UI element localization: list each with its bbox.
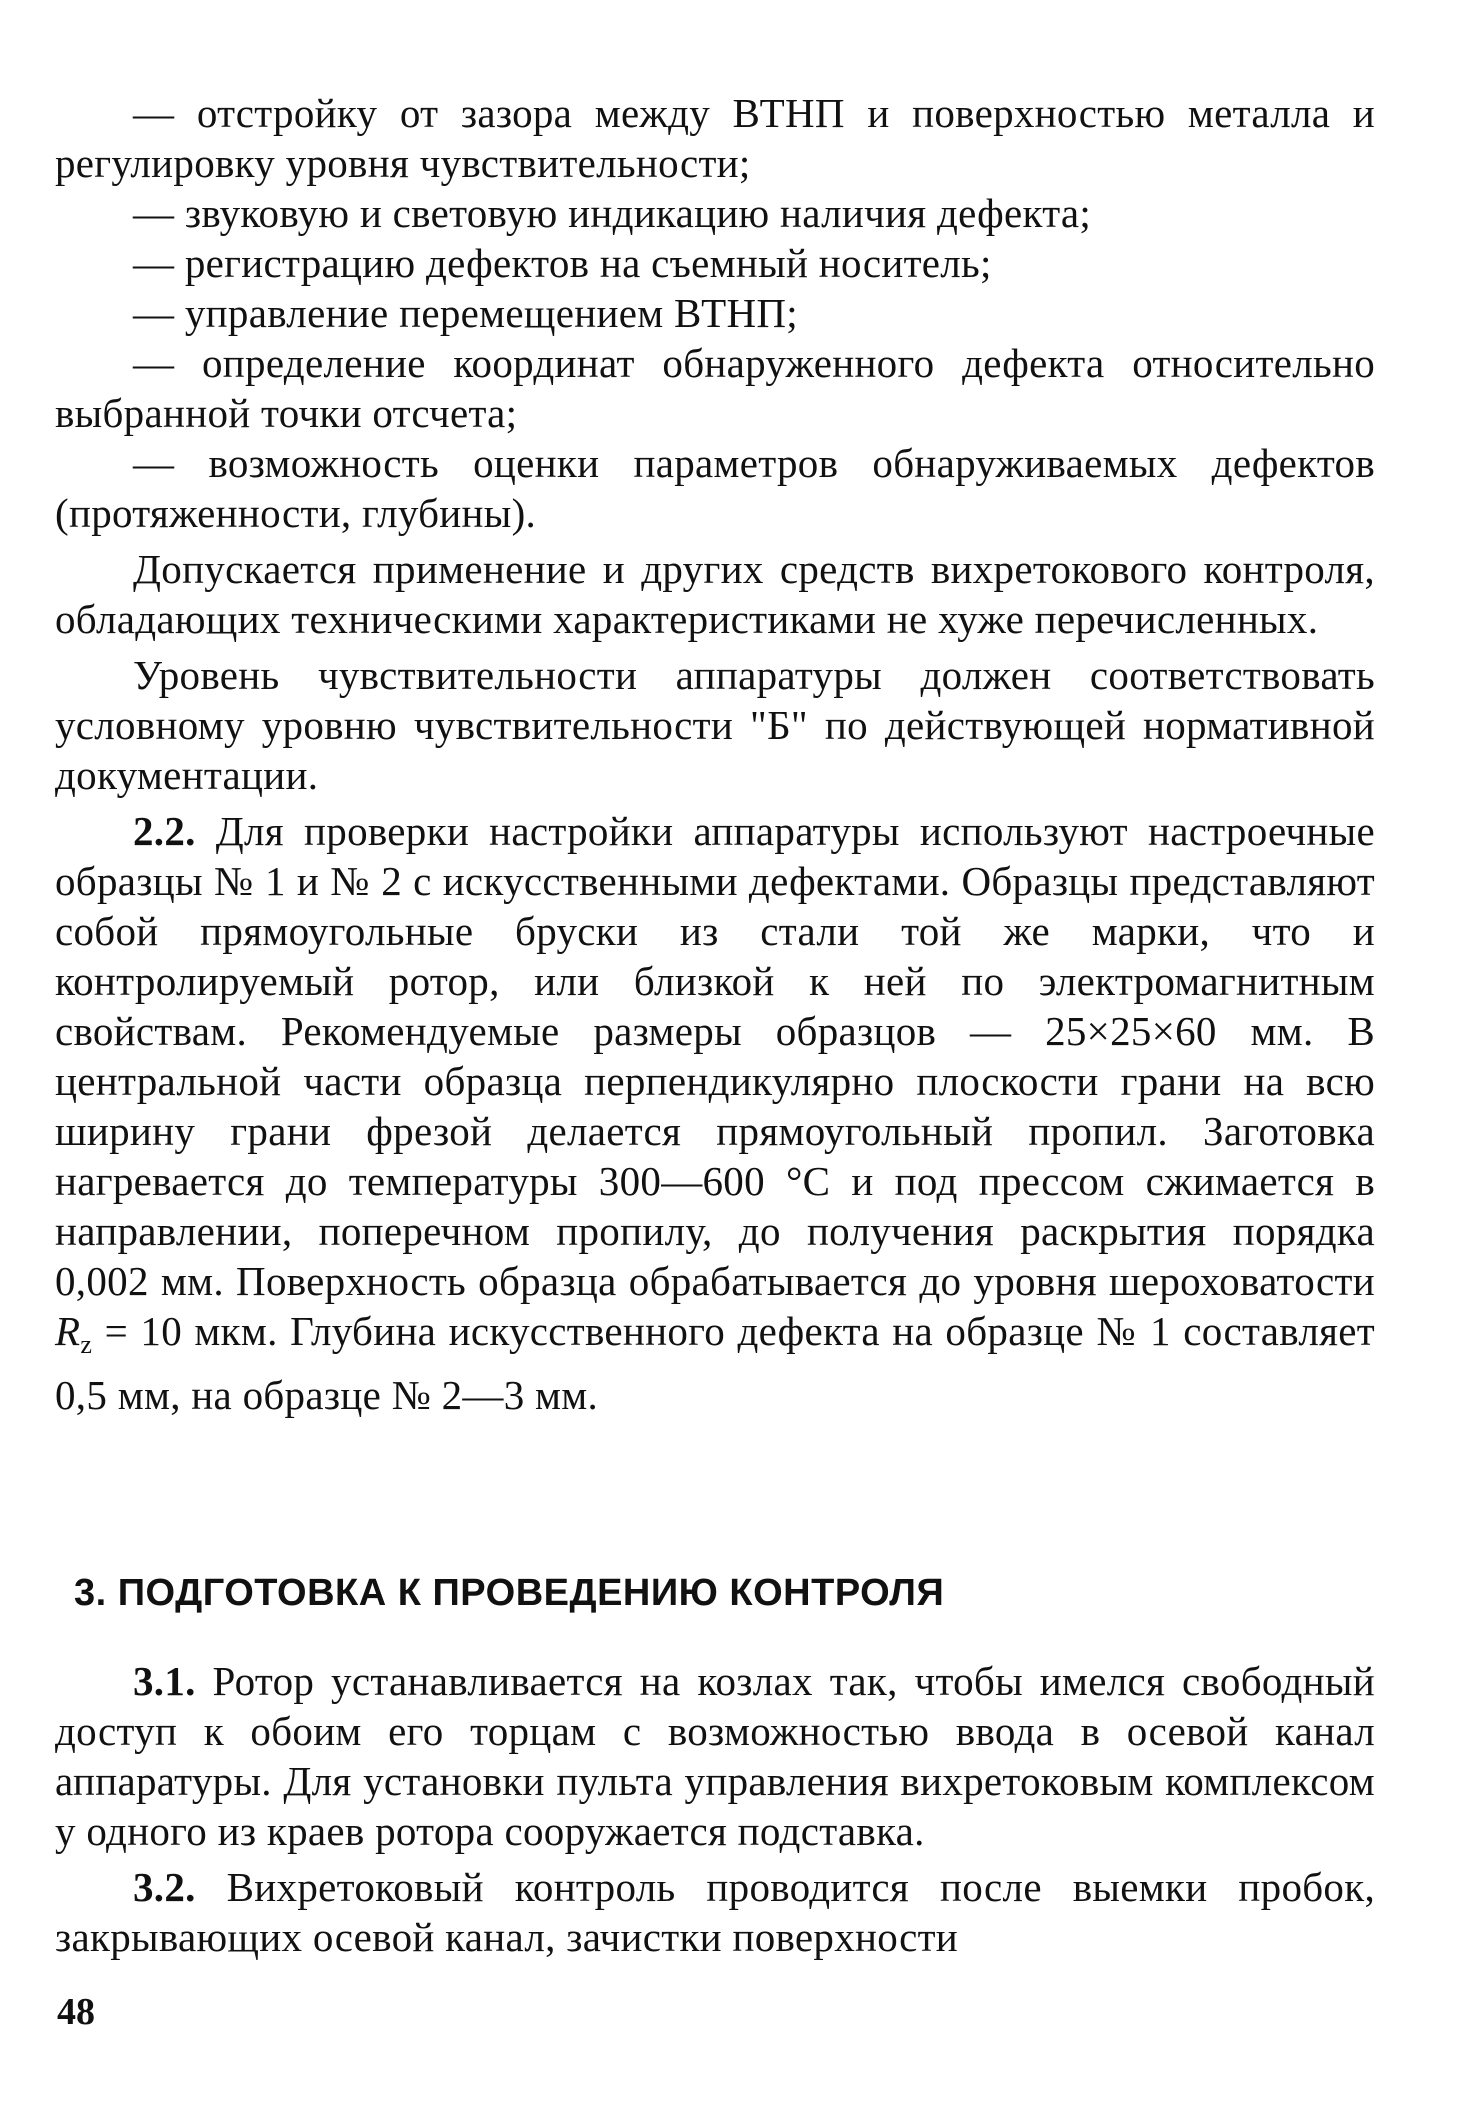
section-number: 2.2.	[133, 808, 196, 854]
list-item: — возможность оценки параметров обнаруживаемых дефектов (протяженности, глубины).	[55, 440, 1375, 536]
roughness-symbol: R	[55, 1308, 81, 1354]
section-text-end: = 10 мкм. Глубина искусственного дефекта на образце № 1 составляет 0,5 мм, на образце № 2—3 мм.	[55, 1308, 1375, 1418]
section-2-2-paragraph	[55, 806, 1375, 1420]
paragraph-allowed-tools: Допускается применение и других средств вихретокового контроля, обладающих техническими характеристиками не хуже перечисленных.	[55, 546, 1375, 642]
section-number: 3.2.	[133, 1864, 196, 1910]
section-3-2-paragraph	[55, 1862, 1375, 1962]
list-item: — управление перемещением ВТНП;	[133, 290, 798, 336]
list-item: — отстройку от зазора между ВТНП и поверхностью металла и регулировку уровня чувствительности;	[55, 90, 1375, 186]
page-body-section-3	[55, 1656, 1375, 1962]
list-item: — звуковую и световую индикацию наличия дефекта;	[133, 190, 1092, 236]
page-body	[55, 88, 1375, 1420]
section-text: Вихретоковый контроль проводится после выемки пробок, закрывающих осевой канал, зачистки поверхности	[55, 1864, 1375, 1960]
list-item: — определение координат обнаруженного дефекта относительно выбранной точки отсчета;	[55, 340, 1375, 436]
section-text: Ротор устанавливается на козлах так, чтобы имелся свободный доступ к обоим его торцам с возможностью ввода в осевой канал аппаратуры. Для установки пульта управления вихретоковым комплексом у одного из краев ротора сооружается подставка.	[55, 1658, 1375, 1854]
page-number: 48	[57, 1991, 95, 2033]
section-heading: 3. ПОДГОТОВКА К ПРОВЕДЕНИЮ КОНТРОЛЯ	[74, 1572, 945, 1614]
list-item: — регистрацию дефектов на съемный носитель;	[133, 240, 992, 286]
section-text: Для проверки настройки аппаратуры используют настроечные образцы № 1 и № 2 с искусственными дефектами. Образцы представляют собой прямоугольные бруски из стали той же марки, что и контролируемый ротор, или близкой к ней по электромагнитным свойствам. Рекомендуемые размеры образцов — 25×25×60 мм. В центральной части образца перпендикулярно плоскости грани на всю ширину грани фрезой делается прямоугольный пропил. Заготовка нагревается до температуры 300—600 °С и под прессом сжимается в направлении, поперечном пропилу, до получения раскрытия порядка 0,002 мм. Поверхность образца обрабатывается до уровня шероховатости	[55, 808, 1375, 1304]
section-3-1-paragraph	[55, 1656, 1375, 1856]
roughness-subscript: z	[80, 1330, 93, 1359]
section-number: 3.1.	[133, 1658, 196, 1704]
paragraph-sensitivity: Уровень чувствительности аппаратуры должен соответствовать условному уровню чувствительности "Б" по действующей нормативной документации.	[55, 652, 1375, 798]
